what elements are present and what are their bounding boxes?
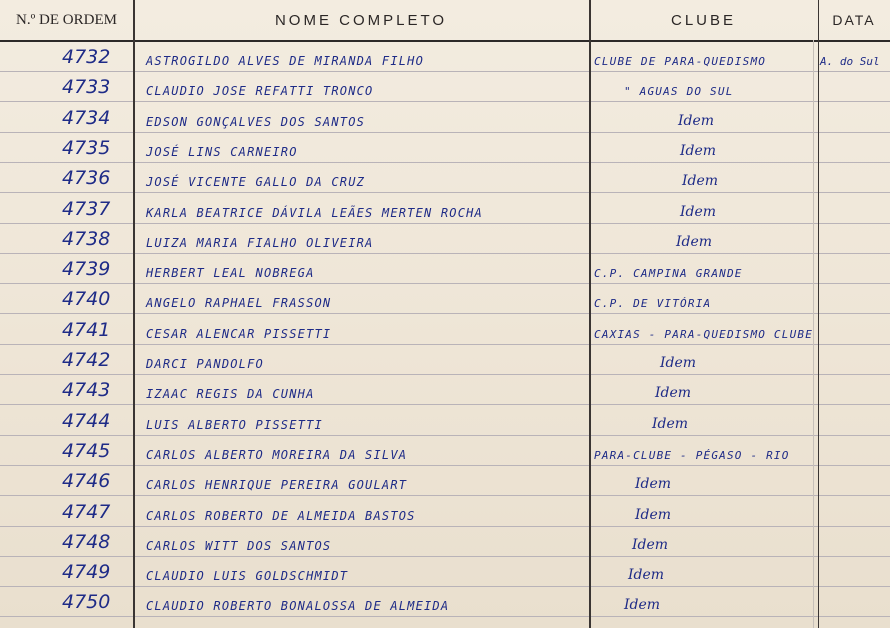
club-name: Idem <box>678 112 715 129</box>
full-name: ANGELO RAPHAEL FRASSON <box>146 296 332 311</box>
full-name: IZAAC REGIS DA CUNHA <box>146 387 315 402</box>
club-name: Idem <box>655 385 692 402</box>
club-name: Idem <box>635 506 672 523</box>
club-name: C.P. DE VITÓRIA <box>594 297 712 311</box>
order-number: 4743 <box>62 379 111 402</box>
date-entry: A. do Sul <box>820 55 880 68</box>
order-number: 4732 <box>62 46 111 68</box>
order-number: 4749 <box>62 561 111 584</box>
header-clube: CLUBE <box>670 11 737 29</box>
column-divider <box>589 0 591 628</box>
order-number: 4747 <box>62 500 111 523</box>
order-number: 4745 <box>62 439 111 462</box>
club-name: " AGUAS DO SUL <box>624 85 734 99</box>
header-data: DATA <box>832 12 876 28</box>
club-name: Idem <box>628 567 665 584</box>
order-number: 4735 <box>62 136 111 159</box>
full-name: KARLA BEATRICE DÁVILA LEÃES MERTEN ROCHA <box>146 205 483 220</box>
club-name: CAXIAS - PARA-QUEDISMO CLUBE <box>594 327 814 341</box>
order-number: 4746 <box>62 470 111 493</box>
club-name: Idem <box>632 536 669 553</box>
full-name: JOSÉ LINS CARNEIRO <box>146 144 298 159</box>
header-ordem: N.º DE ORDEM <box>16 11 117 28</box>
column-guide <box>813 40 814 628</box>
club-name: Idem <box>680 203 717 220</box>
order-number: 4734 <box>62 106 111 129</box>
club-name: Idem <box>676 233 713 250</box>
full-name: CARLOS HENRIQUE PEREIRA GOULART <box>146 478 408 493</box>
full-name: CARLOS WITT DOS SANTOS <box>146 538 332 553</box>
column-divider <box>133 0 135 628</box>
full-name: CLAUDIO JOSE REFATTI TRONCO <box>146 84 374 99</box>
full-name: ASTROGILDO ALVES DE MIRANDA FILHO <box>146 54 425 68</box>
order-number: 4737 <box>62 197 111 220</box>
order-number: 4744 <box>62 409 111 432</box>
club-name: C.P. CAMPINA GRANDE <box>594 267 743 281</box>
club-name: PARA-CLUBE - PÉGASO - RIO <box>594 448 790 462</box>
order-number: 4741 <box>62 318 111 341</box>
order-number: 4750 <box>62 591 111 614</box>
order-number: 4733 <box>62 76 111 99</box>
club-name: Idem <box>682 173 719 190</box>
order-number: 4739 <box>62 258 111 281</box>
club-name: Idem <box>660 355 697 371</box>
full-name: DARCI PANDOLFO <box>146 357 264 371</box>
full-name: CLAUDIO ROBERTO BONALOSSA DE ALMEIDA <box>146 599 450 614</box>
order-number: 4748 <box>62 530 111 553</box>
club-name: CLUBE DE PARA-QUEDISMO <box>594 55 767 68</box>
order-number: 4740 <box>62 288 111 311</box>
full-name: CLAUDIO LUIS GOLDSCHMIDT <box>146 569 349 584</box>
header-nome: NOME COMPLETO <box>274 11 448 29</box>
column-divider <box>818 0 819 628</box>
full-name: EDSON GONÇALVES DOS SANTOS <box>146 114 366 129</box>
order-number: 4736 <box>62 167 111 190</box>
club-name: Idem <box>680 142 717 159</box>
full-name: JOSÉ VICENTE GALLO DA CRUZ <box>146 175 366 190</box>
full-name: LUIZA MARIA FIALHO OLIVEIRA <box>146 235 374 250</box>
full-name: LUIS ALBERTO PISSETTI <box>146 417 323 432</box>
full-name: CARLOS ROBERTO DE ALMEIDA BASTOS <box>146 508 416 523</box>
full-name: CESAR ALENCAR PISSETTI <box>146 326 332 341</box>
full-name: HERBERT LEAL NOBREGA <box>146 266 315 281</box>
club-name: Idem <box>635 476 672 493</box>
club-name: Idem <box>652 415 689 432</box>
club-name: Idem <box>624 597 661 614</box>
order-number: 4738 <box>62 227 111 250</box>
full-name: CARLOS ALBERTO MOREIRA DA SILVA <box>146 447 408 462</box>
order-number: 4742 <box>62 349 111 371</box>
